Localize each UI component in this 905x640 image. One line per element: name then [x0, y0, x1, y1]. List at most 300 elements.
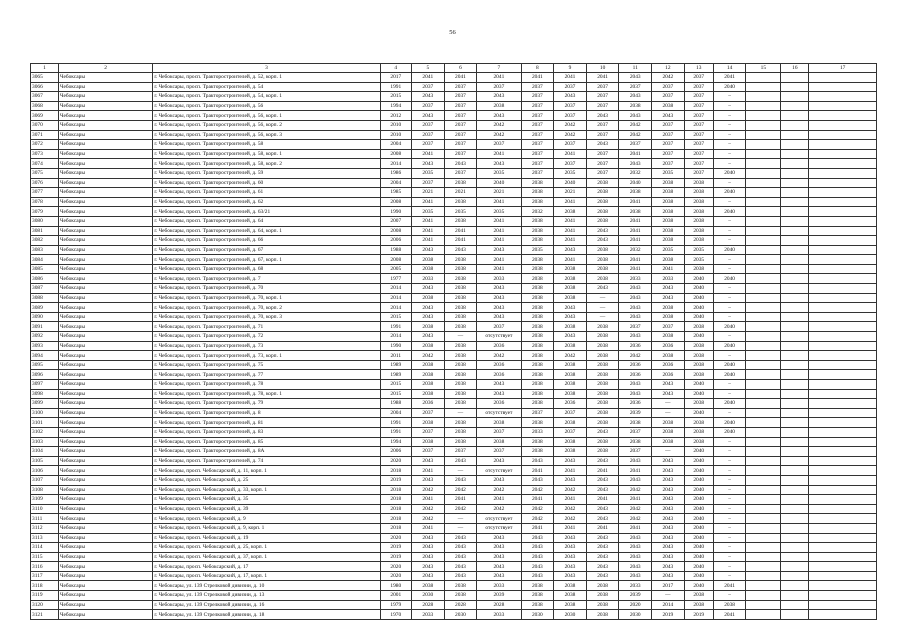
table-cell: 2038	[521, 389, 554, 399]
table-cell: 2038	[554, 322, 587, 332]
table-cell	[809, 159, 877, 169]
table-cell: 3103	[31, 437, 59, 447]
table-cell: 2038	[652, 303, 685, 313]
table-cell: 2038	[521, 332, 554, 342]
table-cell: 2036	[619, 360, 652, 370]
table-cell: 2042	[521, 514, 554, 524]
table-cell: –	[713, 197, 746, 207]
table-cell: 2038	[444, 341, 477, 351]
table-cell	[809, 197, 877, 207]
table-cell: 2040	[684, 312, 713, 322]
table-cell: г. Чебоксары, ул. 139 Стрелковой дивизии, д. 13	[153, 591, 380, 601]
table-cell: 2043	[586, 504, 619, 514]
table-cell: Чебоксары	[58, 447, 152, 457]
table-cell: 2038	[652, 418, 685, 428]
table-cell: 2043	[477, 380, 521, 390]
table-cell: 1991	[380, 418, 411, 428]
table-cell: Чебоксары	[58, 523, 152, 533]
table-cell	[746, 236, 781, 246]
table-cell: 3106	[31, 466, 59, 476]
table-cell: 2040	[684, 485, 713, 495]
table-row	[31, 245, 877, 255]
table-cell: 2038	[586, 351, 619, 361]
table-cell: 2043	[412, 111, 445, 121]
table-cell	[746, 591, 781, 601]
table-cell: 2037	[521, 120, 554, 130]
table-cell: 3105	[31, 456, 59, 466]
table-cell: 2035	[684, 245, 713, 255]
table-cell	[746, 475, 781, 485]
table-cell: 2037	[684, 149, 713, 159]
table-cell: 2038	[521, 264, 554, 274]
table-cell: г. Чебоксары, просп. Тракторостроителей, д. 56	[153, 101, 380, 111]
table-cell: 2028	[412, 600, 445, 610]
table-cell: 2037	[684, 101, 713, 111]
table-cell: 2038	[412, 264, 445, 274]
table-row	[31, 370, 877, 380]
table-cell	[809, 168, 877, 178]
table-cell: 2038	[652, 197, 685, 207]
table-cell: 2037	[412, 408, 445, 418]
table-cell: –	[713, 552, 746, 562]
table-cell: 2038	[521, 188, 554, 198]
table-cell: 2038	[684, 360, 713, 370]
table-cell	[781, 562, 809, 572]
table-cell: 2043	[521, 562, 554, 572]
table-cell: 2042	[619, 514, 652, 524]
table-cell: 2037	[586, 149, 619, 159]
table-cell: г. Чебоксары, просп. Тракторостроителей, д. 79	[153, 399, 380, 409]
table-cell	[781, 293, 809, 303]
table-cell: 2038	[444, 380, 477, 390]
table-cell: 2037	[684, 120, 713, 130]
table-cell: Чебоксары	[58, 562, 152, 572]
table-cell: 2043	[554, 92, 587, 102]
table-cell: 2043	[412, 92, 445, 102]
table-cell	[809, 111, 877, 121]
table-cell: Чебоксары	[58, 332, 152, 342]
table-cell: 2038	[554, 370, 587, 380]
table-cell: –	[713, 523, 746, 533]
table-cell: 2037	[684, 168, 713, 178]
table-cell: Чебоксары	[58, 591, 152, 601]
table-cell: 1991	[380, 427, 411, 437]
table-cell: 2040	[713, 207, 746, 217]
table-cell: 2041	[444, 236, 477, 246]
table-cell	[809, 73, 877, 83]
column-header-3: 3	[153, 64, 380, 73]
table-cell: 2038	[586, 600, 619, 610]
table-cell: 2015	[380, 380, 411, 390]
table-cell: 2041	[477, 149, 521, 159]
table-row	[31, 341, 877, 351]
table-cell: 2043	[477, 245, 521, 255]
table-cell: 2014	[652, 600, 685, 610]
table-cell: 3104	[31, 447, 59, 457]
table-cell: 3083	[31, 245, 59, 255]
table-cell	[746, 552, 781, 562]
table-cell: Чебоксары	[58, 495, 152, 505]
table-cell: 2021	[477, 188, 521, 198]
table-cell: 2040	[713, 341, 746, 351]
table-cell: 2038	[521, 255, 554, 265]
table-cell: 2038	[586, 255, 619, 265]
table-cell: 1990	[380, 207, 411, 217]
table-cell: г. Чебоксары, просп. Тракторостроителей, д. 70, корп. 3	[153, 312, 380, 322]
table-cell: 2040	[684, 571, 713, 581]
table-cell: 2043	[652, 293, 685, 303]
table-cell: 2038	[444, 303, 477, 313]
table-cell: 2037	[652, 140, 685, 150]
table-cell	[809, 447, 877, 457]
table-cell: 2038	[444, 360, 477, 370]
table-cell: 2035	[652, 168, 685, 178]
table-cell: г. Чебоксары, просп. Чебоксарский, д. 9	[153, 514, 380, 524]
table-cell: 2041	[619, 149, 652, 159]
table-cell: 2041	[521, 495, 554, 505]
table-cell	[746, 610, 781, 620]
table-cell: 3094	[31, 351, 59, 361]
table-cell: 2020	[380, 533, 411, 543]
table-cell: 2030	[554, 610, 587, 620]
table-cell: 2037	[444, 149, 477, 159]
table-cell	[746, 437, 781, 447]
table-cell: 2037	[684, 140, 713, 150]
table-cell: г. Чебоксары, просп. Тракторостроителей, д. 75	[153, 360, 380, 370]
table-cell: 2043	[652, 456, 685, 466]
table-cell	[746, 341, 781, 351]
table-cell: 3086	[31, 274, 59, 284]
column-header-11: 11	[619, 64, 652, 73]
table-cell: 2038	[521, 399, 554, 409]
table-cell: 2041	[477, 216, 521, 226]
table-cell	[781, 120, 809, 130]
table-cell: 2041	[477, 495, 521, 505]
table-cell: 2037	[412, 101, 445, 111]
table-cell: 2043	[652, 552, 685, 562]
table-cell: 2041	[619, 236, 652, 246]
table-cell: г. Чебоксары, просп. Тракторостроителей, д. 70, корп. 2	[153, 303, 380, 313]
table-cell: 2036	[477, 341, 521, 351]
table-cell: 2021	[444, 188, 477, 198]
table-cell: 2043	[412, 552, 445, 562]
table-cell	[781, 427, 809, 437]
table-row	[31, 552, 877, 562]
table-cell: 2043	[521, 533, 554, 543]
table-cell	[746, 207, 781, 217]
table-row	[31, 562, 877, 572]
table-cell	[746, 600, 781, 610]
table-row	[31, 456, 877, 466]
table-cell	[746, 399, 781, 409]
table-cell: —	[444, 332, 477, 342]
table-cell: 2042	[477, 351, 521, 361]
table-cell	[746, 408, 781, 418]
table-cell: 2038	[619, 437, 652, 447]
table-cell	[781, 456, 809, 466]
table-cell: 2040	[684, 523, 713, 533]
table-cell	[781, 447, 809, 457]
table-cell: –	[713, 351, 746, 361]
table-cell: 2038	[586, 380, 619, 390]
table-row	[31, 216, 877, 226]
table-cell	[746, 427, 781, 437]
table-cell: 2041	[713, 581, 746, 591]
table-cell: 2038	[684, 370, 713, 380]
table-cell	[781, 140, 809, 150]
table-cell: 2042	[554, 485, 587, 495]
table-row	[31, 514, 877, 524]
table-cell	[781, 533, 809, 543]
table-cell: 2043	[477, 284, 521, 294]
table-cell	[781, 466, 809, 476]
table-cell: 2043	[619, 475, 652, 485]
table-cell	[781, 571, 809, 581]
table-cell	[809, 389, 877, 399]
table-cell	[809, 351, 877, 361]
table-cell: 3089	[31, 303, 59, 313]
table-cell: 2043	[586, 226, 619, 236]
table-cell: г. Чебоксары, просп. Тракторостроителей, д. 71	[153, 322, 380, 332]
table-cell: –	[713, 293, 746, 303]
table-cell: 2040	[713, 168, 746, 178]
table-cell: 2043	[619, 159, 652, 169]
table-cell: –	[713, 178, 746, 188]
table-cell: 2043	[619, 456, 652, 466]
table-cell: 2038	[652, 188, 685, 198]
table-cell: 2038	[554, 600, 587, 610]
table-cell: Чебоксары	[58, 571, 152, 581]
column-header-12: 12	[652, 64, 685, 73]
table-cell: 2043	[652, 514, 685, 524]
table-cell: г. Чебоксары, просп. Чебоксарский, д. 39	[153, 504, 380, 514]
table-cell: 2042	[477, 130, 521, 140]
table-cell: 2012	[380, 111, 411, 121]
table-cell: г. Чебоксары, просп. Тракторостроителей, д. 54	[153, 82, 380, 92]
table-cell: 3092	[31, 332, 59, 342]
table-cell	[781, 284, 809, 294]
table-cell	[809, 437, 877, 447]
table-cell: 3096	[31, 370, 59, 380]
table-cell: 2043	[619, 73, 652, 83]
table-cell: 3065	[31, 73, 59, 83]
table-cell: 2041	[521, 73, 554, 83]
table-cell	[746, 168, 781, 178]
table-cell: г. Чебоксары, просп. Тракторостроителей, д. 52, корп. 1	[153, 73, 380, 83]
table-cell: 2041	[412, 466, 445, 476]
table-cell	[746, 360, 781, 370]
table-cell	[781, 111, 809, 121]
page-number: 56	[449, 29, 456, 36]
table-cell: 3093	[31, 341, 59, 351]
table-cell: 2038	[586, 322, 619, 332]
table-cell: г. Чебоксары, просп. Тракторостроителей, д. 81	[153, 418, 380, 428]
table-cell: 2037	[619, 140, 652, 150]
table-cell: –	[713, 591, 746, 601]
table-cell: 2043	[586, 111, 619, 121]
table-cell: 2043	[412, 533, 445, 543]
table-cell: —	[652, 591, 685, 601]
table-cell: 2008	[380, 197, 411, 207]
table-cell	[746, 159, 781, 169]
table-cell: 2037	[684, 73, 713, 83]
table-cell: 3088	[31, 293, 59, 303]
table-cell	[746, 485, 781, 495]
table-cell: 2040	[554, 178, 587, 188]
table-cell: отсутствует	[477, 408, 521, 418]
table-cell: 2018	[380, 514, 411, 524]
table-cell: 2043	[586, 543, 619, 553]
table-cell: 2043	[521, 475, 554, 485]
table-cell	[781, 600, 809, 610]
table-cell: –	[713, 332, 746, 342]
table-cell	[781, 245, 809, 255]
table-cell: 2043	[652, 284, 685, 294]
table-cell: 2036	[477, 399, 521, 409]
table-cell: Чебоксары	[58, 293, 152, 303]
table-row	[31, 351, 877, 361]
table-cell: 2043	[652, 504, 685, 514]
table-cell: Чебоксары	[58, 399, 152, 409]
table-cell: 2041	[619, 197, 652, 207]
table-cell: 2006	[380, 236, 411, 246]
table-cell: 2038	[444, 591, 477, 601]
table-cell: г. Чебоксары, просп. Чебоксарский, д. 25	[153, 475, 380, 485]
table-cell	[781, 73, 809, 83]
table-row	[31, 408, 877, 418]
table-cell: 2038	[412, 389, 445, 399]
table-cell: 2038	[521, 591, 554, 601]
table-cell: Чебоксары	[58, 303, 152, 313]
table-cell: 1985	[380, 188, 411, 198]
table-cell: 2041	[713, 73, 746, 83]
table-cell	[781, 485, 809, 495]
table-cell: 2036	[619, 370, 652, 380]
table-cell: 2043	[412, 159, 445, 169]
table-cell: Чебоксары	[58, 159, 152, 169]
table-cell: 2040	[684, 475, 713, 485]
table-cell	[746, 389, 781, 399]
table-cell: 3111	[31, 514, 59, 524]
table-cell: 2041	[586, 73, 619, 83]
table-row	[31, 226, 877, 236]
table-cell: 2040	[684, 274, 713, 284]
table-cell: 2042	[477, 120, 521, 130]
table-cell	[809, 226, 877, 236]
table-cell	[746, 332, 781, 342]
table-cell: 2040	[619, 178, 652, 188]
table-cell: 2038	[554, 418, 587, 428]
table-cell: 2032	[521, 207, 554, 217]
table-cell: 1988	[380, 399, 411, 409]
table-cell: 2004	[380, 178, 411, 188]
table-cell: 2038	[586, 216, 619, 226]
table-cell: Чебоксары	[58, 533, 152, 543]
table-cell: 2037	[412, 120, 445, 130]
table-cell: 2037	[652, 130, 685, 140]
table-cell: 2041	[477, 197, 521, 207]
table-cell: 2036	[477, 370, 521, 380]
table-cell: г. Чебоксары, просп. Тракторостроителей, д. 8А	[153, 447, 380, 457]
table-cell: 2043	[412, 475, 445, 485]
table-cell: 2040	[684, 380, 713, 390]
table-cell: 2043	[554, 571, 587, 581]
table-cell: 2038	[684, 322, 713, 332]
table-cell: 2041	[412, 226, 445, 236]
table-cell: –	[713, 255, 746, 265]
table-cell: 2037	[684, 111, 713, 121]
table-cell: 2037	[652, 322, 685, 332]
table-cell: 2037	[444, 168, 477, 178]
table-cell: 2043	[554, 245, 587, 255]
table-cell: 2040	[684, 456, 713, 466]
table-cell: 2036	[652, 341, 685, 351]
table-cell: 2037	[412, 140, 445, 150]
table-cell	[781, 226, 809, 236]
table-cell: 2037	[619, 447, 652, 457]
table-cell	[809, 610, 877, 620]
table-cell: 2037	[444, 92, 477, 102]
table-cell	[781, 360, 809, 370]
table-cell	[746, 274, 781, 284]
table-cell	[809, 188, 877, 198]
table-cell: 2038	[521, 216, 554, 226]
table-cell: 2038	[554, 284, 587, 294]
table-cell: —	[586, 312, 619, 322]
table-cell: 2038	[521, 236, 554, 246]
table-cell: 2037	[652, 149, 685, 159]
table-cell: 2043	[586, 552, 619, 562]
table-cell: 2038	[444, 427, 477, 437]
table-cell: 2035	[412, 207, 445, 217]
table-cell: 2017	[380, 73, 411, 83]
table-cell	[809, 360, 877, 370]
table-cell: 2018	[380, 485, 411, 495]
table-cell	[746, 447, 781, 457]
table-cell: 2033	[477, 274, 521, 284]
table-cell	[809, 543, 877, 553]
table-cell: 2039	[619, 408, 652, 418]
table-cell: 3112	[31, 523, 59, 533]
table-cell: 3085	[31, 264, 59, 274]
table-cell: 2043	[652, 111, 685, 121]
table-cell: 2038	[586, 610, 619, 620]
table-cell: 2041	[444, 495, 477, 505]
table-cell: 2041	[444, 73, 477, 83]
table-cell: 2041	[619, 466, 652, 476]
table-cell: 2033	[412, 610, 445, 620]
table-cell: 1979	[380, 600, 411, 610]
table-row	[31, 82, 877, 92]
table-cell: 2038	[586, 447, 619, 457]
table-cell: –	[713, 216, 746, 226]
table-row	[31, 581, 877, 591]
table-cell	[746, 571, 781, 581]
table-cell: 3075	[31, 168, 59, 178]
table-cell: 2043	[444, 456, 477, 466]
table-cell: 2037	[684, 82, 713, 92]
table-cell: 2010	[380, 120, 411, 130]
table-cell: 2043	[412, 284, 445, 294]
column-header-13: 13	[684, 64, 713, 73]
table-cell: 2043	[586, 456, 619, 466]
table-row	[31, 130, 877, 140]
table-cell: 3069	[31, 111, 59, 121]
table-cell	[809, 264, 877, 274]
table-cell: г. Чебоксары, просп. Тракторостроителей, д. 54, корп. 1	[153, 92, 380, 102]
table-cell: –	[713, 504, 746, 514]
table-cell: 2043	[444, 571, 477, 581]
